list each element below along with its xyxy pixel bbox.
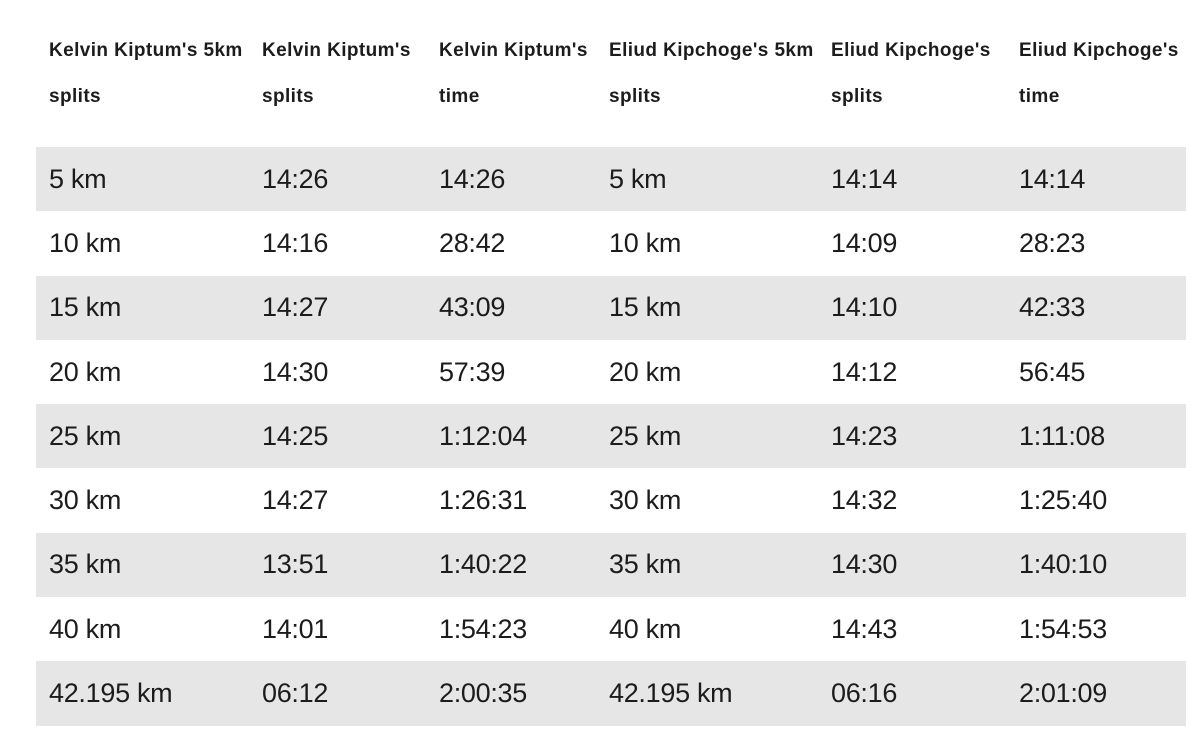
cell-kiptum-time: 1:40:22 (439, 549, 527, 580)
table-row (36, 661, 1186, 725)
cell-kipchoge-distance: 30 km (609, 485, 682, 516)
cell-kiptum-split: 13:51 (262, 549, 329, 580)
header-kipchoge-time: Eliud Kipchoge's time (1019, 39, 1179, 107)
cell-kipchoge-distance: 20 km (609, 356, 682, 387)
cell-kipchoge-time: 56:45 (1019, 356, 1086, 387)
cell-kipchoge-distance: 15 km (609, 292, 682, 323)
table-row (36, 404, 1186, 468)
cell-kipchoge-distance: 35 km (609, 549, 682, 580)
cell-kipchoge-distance: 40 km (609, 613, 682, 644)
header-row (36, 0, 1186, 147)
cell-kiptum-distance: 25 km (49, 420, 122, 451)
cell-kiptum-split: 14:27 (262, 485, 329, 516)
cell-kiptum-split: 06:12 (262, 678, 329, 709)
header-kipchoge-splits: Eliud Kipchoge's splits (831, 39, 991, 107)
table-row (36, 211, 1186, 275)
cell-kipchoge-distance: 10 km (609, 227, 682, 258)
table-header (36, 0, 1186, 147)
cell-kiptum-distance: 10 km (49, 227, 122, 258)
cell-kiptum-time: 2:00:35 (439, 678, 527, 709)
table-row (36, 468, 1186, 532)
splits-table-container (36, 0, 1186, 726)
cell-kipchoge-split: 14:09 (831, 227, 898, 258)
cell-kiptum-split: 14:25 (262, 420, 329, 451)
cell-kiptum-distance: 20 km (49, 356, 122, 387)
cell-kipchoge-distance: 25 km (609, 420, 682, 451)
splits-table (36, 0, 1186, 726)
cell-kipchoge-time: 2:01:09 (1019, 678, 1107, 709)
cell-kipchoge-split: 14:14 (831, 163, 898, 194)
table-row (36, 533, 1186, 597)
cell-kiptum-time: 43:09 (439, 292, 506, 323)
cell-kipchoge-split: 14:30 (831, 549, 898, 580)
cell-kipchoge-time: 14:14 (1019, 163, 1086, 194)
cell-kipchoge-time: 42:33 (1019, 292, 1086, 323)
cell-kipchoge-time: 1:54:53 (1019, 613, 1107, 644)
table-row (36, 597, 1186, 661)
cell-kiptum-distance: 5 km (49, 163, 107, 194)
cell-kiptum-distance: 30 km (49, 485, 122, 516)
table-body (36, 147, 1186, 726)
cell-kiptum-time: 14:26 (439, 163, 506, 194)
cell-kiptum-split: 14:26 (262, 163, 329, 194)
header-kipchoge-5km-splits: Eliud Kipchoge's 5km splits (609, 39, 814, 107)
cell-kiptum-split: 14:01 (262, 613, 329, 644)
cell-kipchoge-split: 14:10 (831, 292, 898, 323)
cell-kipchoge-split: 14:12 (831, 356, 898, 387)
cell-kipchoge-split: 14:43 (831, 613, 898, 644)
cell-kiptum-split: 14:30 (262, 356, 329, 387)
table-row (36, 340, 1186, 404)
cell-kiptum-distance: 15 km (49, 292, 122, 323)
cell-kiptum-distance: 35 km (49, 549, 122, 580)
cell-kipchoge-distance: 42.195 km (609, 678, 733, 709)
cell-kiptum-time: 28:42 (439, 227, 506, 258)
cell-kipchoge-time: 28:23 (1019, 227, 1086, 258)
header-kiptum-time: Kelvin Kiptum's time (439, 39, 588, 107)
cell-kiptum-split: 14:16 (262, 227, 329, 258)
cell-kipchoge-time: 1:40:10 (1019, 549, 1107, 580)
cell-kipchoge-distance: 5 km (609, 163, 667, 194)
cell-kipchoge-split: 06:16 (831, 678, 898, 709)
cell-kiptum-time: 57:39 (439, 356, 506, 387)
cell-kiptum-time: 1:12:04 (439, 420, 527, 451)
cell-kipchoge-split: 14:23 (831, 420, 898, 451)
cell-kiptum-time: 1:54:23 (439, 613, 527, 644)
header-kiptum-5km-splits: Kelvin Kiptum's 5km splits (49, 39, 243, 107)
cell-kipchoge-split: 14:32 (831, 485, 898, 516)
cell-kipchoge-time: 1:11:08 (1019, 420, 1105, 451)
cell-kiptum-distance: 42.195 km (49, 678, 173, 709)
cell-kipchoge-time: 1:25:40 (1019, 485, 1107, 516)
header-kiptum-splits: Kelvin Kiptum's splits (262, 39, 411, 107)
table-row (36, 147, 1186, 211)
table-row (36, 276, 1186, 340)
cell-kiptum-distance: 40 km (49, 613, 122, 644)
cell-kiptum-split: 14:27 (262, 292, 329, 323)
cell-kiptum-time: 1:26:31 (439, 485, 527, 516)
